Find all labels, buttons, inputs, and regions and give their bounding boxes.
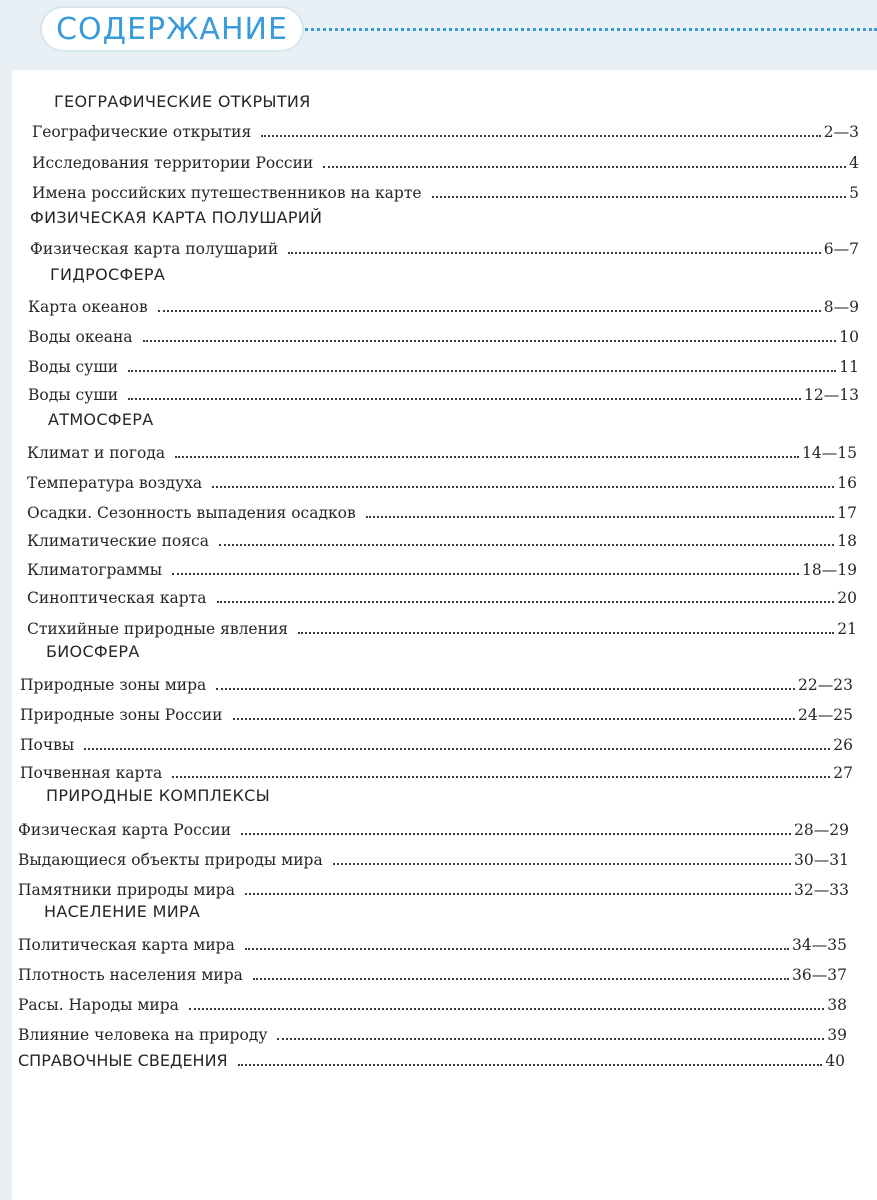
section-heading: НАСЕЛЕНИЕ МИРА <box>44 902 201 921</box>
toc-label: Почвы <box>20 736 75 754</box>
section-heading: БИОСФЕРА <box>46 642 140 661</box>
dot-leader <box>212 486 834 488</box>
toc-entry[interactable] <box>18 990 847 1014</box>
toc-label: Географические открытия <box>32 123 252 141</box>
toc-entry[interactable] <box>27 438 857 462</box>
toc-label: Карта океанов <box>28 298 148 316</box>
toc-page-number: 10 <box>839 328 859 346</box>
toc-page-number: 38 <box>827 996 847 1014</box>
toc-page-number: 2—3 <box>823 123 859 141</box>
toc-label: Природные зоны мира <box>20 676 207 694</box>
dot-leader <box>84 748 830 750</box>
toc-entry[interactable] <box>18 875 849 899</box>
toc-page-number: 30—31 <box>794 851 849 869</box>
toc-entry[interactable] <box>27 468 857 492</box>
toc-entry-reference[interactable] <box>18 1046 845 1070</box>
dot-leader <box>323 166 846 168</box>
toc-page-number: 32—33 <box>794 881 849 899</box>
toc-page-number: 17 <box>837 504 857 522</box>
dot-leader <box>189 1008 824 1010</box>
toc-label: Почвенная карта <box>20 764 163 782</box>
toc-entry[interactable] <box>27 614 857 638</box>
dotted-header-line <box>300 28 877 31</box>
toc-label: Памятники природы мира <box>18 881 235 899</box>
dot-leader <box>333 863 791 865</box>
toc-page-number: 14—15 <box>802 444 857 462</box>
dot-leader <box>216 688 795 690</box>
toc-page-number: 20 <box>837 589 857 607</box>
toc-entry[interactable] <box>28 292 859 316</box>
toc-label: Воды океана <box>28 328 133 346</box>
section-heading: АТМОСФЕРА <box>48 410 154 429</box>
toc-label: Физическая карта полушарий <box>30 240 279 258</box>
toc-label: Политическая карта мира <box>18 936 235 954</box>
toc-entry[interactable] <box>27 498 857 522</box>
toc-page-number: 22—23 <box>798 676 853 694</box>
toc-entry[interactable] <box>32 148 859 172</box>
toc-label: Климатограммы <box>27 561 163 579</box>
toc-label: Климатические пояса <box>27 532 209 550</box>
toc-label: Физическая карта России <box>18 821 232 839</box>
toc-entry[interactable] <box>27 555 857 579</box>
section-heading: ГЕОГРАФИЧЕСКИЕ ОТКРЫТИЯ <box>54 92 311 111</box>
toc-page-number: 5 <box>849 184 859 202</box>
section-heading: ГИДРОСФЕРА <box>50 265 166 284</box>
toc-entry[interactable] <box>32 178 859 202</box>
toc-page-number: 11 <box>839 358 859 376</box>
dot-leader <box>128 398 801 400</box>
toc-entry[interactable] <box>28 380 859 404</box>
toc-label: Воды суши <box>28 386 119 404</box>
dot-leader <box>245 948 789 950</box>
toc-entry[interactable] <box>18 930 847 954</box>
toc-page-number: 12—13 <box>804 386 859 404</box>
dot-leader <box>217 601 835 603</box>
toc-entry[interactable] <box>30 234 859 258</box>
toc-page-number: 39 <box>827 1026 847 1044</box>
dot-leader <box>219 544 834 546</box>
toc-page-number: 21 <box>837 620 857 638</box>
toc-label: Природные зоны России <box>20 706 223 724</box>
toc-entry[interactable] <box>20 730 853 754</box>
toc-label: Стихийные природные явления <box>27 620 289 638</box>
dot-leader <box>432 196 847 198</box>
dot-leader <box>366 516 835 518</box>
dot-leader <box>241 833 791 835</box>
dot-leader <box>261 135 820 137</box>
dot-leader <box>172 776 830 778</box>
toc-page-number: 8—9 <box>823 298 859 316</box>
contents-page <box>12 70 877 1200</box>
dot-leader <box>245 893 791 895</box>
dot-leader <box>298 632 834 634</box>
toc-label: Имена российских путешественников на карте <box>32 184 422 202</box>
toc-entry[interactable] <box>27 583 857 607</box>
toc-page-number: 28—29 <box>794 821 849 839</box>
toc-page-number: 16 <box>837 474 857 492</box>
dot-leader <box>175 456 799 458</box>
toc-entry[interactable] <box>32 117 859 141</box>
toc-page-number: 36—37 <box>792 966 847 984</box>
page-title: СОДЕРЖАНИЕ <box>56 11 288 47</box>
toc-entry[interactable] <box>18 960 847 984</box>
toc-label: СПРАВОЧНЫЕ СВЕДЕНИЯ <box>18 1051 228 1070</box>
toc-page-number: 26 <box>833 736 853 754</box>
toc-page-number: 6—7 <box>823 240 859 258</box>
toc-entry[interactable] <box>20 758 853 782</box>
section-heading: ФИЗИЧЕСКАЯ КАРТА ПОЛУШАРИЙ <box>30 208 323 227</box>
toc-page-number: 34—35 <box>792 936 847 954</box>
dot-leader <box>128 370 836 372</box>
toc-label: Синоптическая карта <box>27 589 207 607</box>
dot-leader <box>253 978 789 980</box>
toc-label: Плотность населения мира <box>18 966 243 984</box>
dot-leader <box>288 252 821 254</box>
toc-page-number: 4 <box>849 154 859 172</box>
toc-label: Расы. Народы мира <box>18 996 179 1014</box>
toc-entry[interactable] <box>18 845 849 869</box>
dot-leader <box>172 573 799 575</box>
toc-page-number: 18 <box>837 532 857 550</box>
toc-page-number: 24—25 <box>798 706 853 724</box>
toc-label: Климат и погода <box>27 444 166 462</box>
toc-entry[interactable] <box>20 700 853 724</box>
toc-label: Выдающиеся объекты природы мира <box>18 851 323 869</box>
dot-leader <box>143 340 837 342</box>
dot-leader <box>233 718 796 720</box>
toc-label: Влияние человека на природу <box>18 1026 268 1044</box>
toc-label: Воды суши <box>28 358 119 376</box>
toc-entry[interactable] <box>28 322 859 346</box>
toc-page-number: 27 <box>833 764 853 782</box>
toc-entry[interactable] <box>20 670 853 694</box>
toc-entry[interactable] <box>18 815 849 839</box>
toc-label: Исследования территории России <box>32 154 314 172</box>
toc-page-number: 18—19 <box>802 561 857 579</box>
dot-leader <box>158 310 821 312</box>
toc-label: Температура воздуха <box>27 474 203 492</box>
section-heading: ПРИРОДНЫЕ КОМПЛЕКСЫ <box>46 786 271 805</box>
dot-leader <box>277 1038 824 1040</box>
title-badge <box>42 8 302 50</box>
toc-page-number: 40 <box>825 1052 845 1070</box>
toc-entry[interactable] <box>18 1020 847 1044</box>
toc-label: Осадки. Сезонность выпадения осадков <box>27 504 356 522</box>
dot-leader <box>238 1064 823 1066</box>
toc-entry[interactable] <box>28 352 859 376</box>
toc-entry[interactable] <box>27 526 857 550</box>
